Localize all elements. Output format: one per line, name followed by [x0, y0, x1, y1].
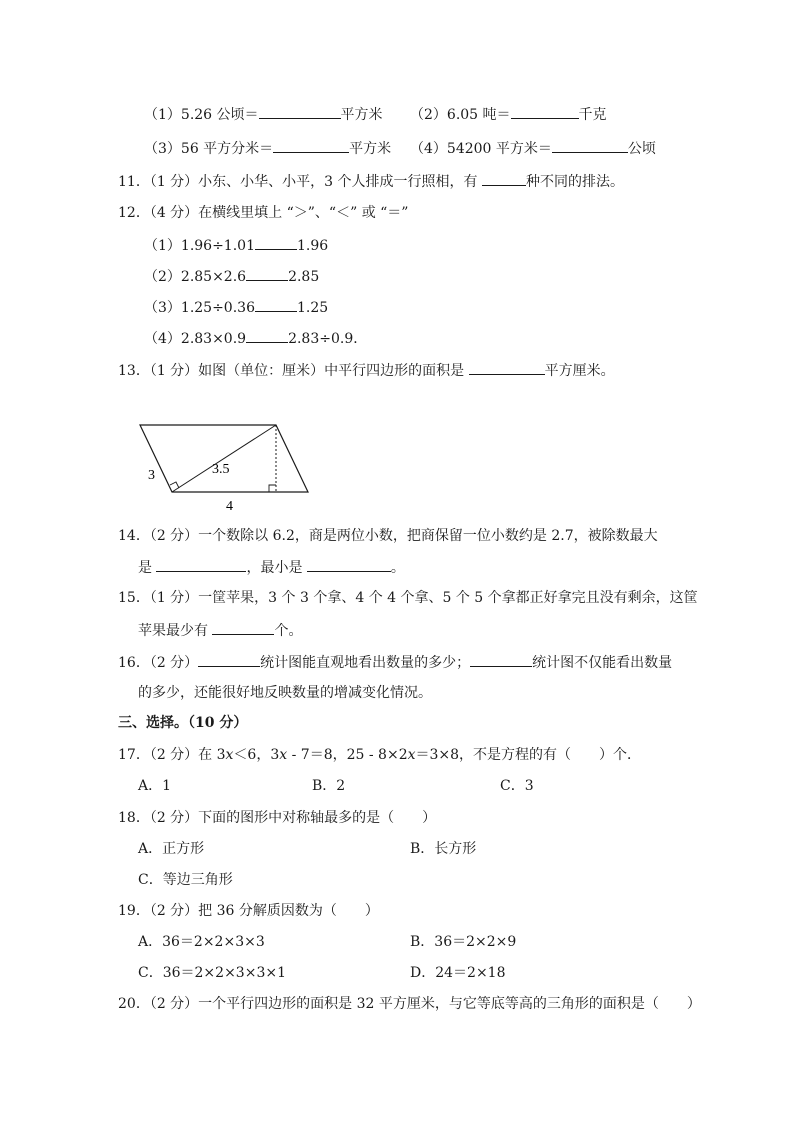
q10-part1-text: （1）5.26 公顷＝ [144, 107, 259, 123]
q12-item-2-left: （2）2.85×2.6 [144, 269, 247, 285]
q14-line-1: 14．（2 分）一个数除以 6.2，商是两位小数，把商保留一位小数约是 2.7，被除数最大 [118, 528, 658, 544]
q16-blank-1[interactable] [198, 652, 260, 667]
q12-item-4 [144, 328, 367, 348]
q19-option-b[interactable]: B．36＝2×2×9 [410, 934, 517, 950]
q17-s2: ＜6，3 [233, 747, 280, 763]
q14-text-c: 。 [390, 560, 405, 576]
q17-option-c[interactable]: C．3 [500, 778, 534, 794]
q16-blank-2[interactable] [470, 652, 532, 667]
q10-part4-unit: 公顷 [627, 141, 656, 157]
q15-line-2 [138, 620, 302, 640]
q17-option-a[interactable]: A．1 [138, 778, 172, 794]
right-angle-mark-base [269, 485, 276, 492]
q12-item-1-left: （1）1.96÷1.01 [144, 238, 255, 254]
q15-blank[interactable] [212, 620, 274, 635]
q10-part2-text: （2）6.05 吨＝ [410, 107, 511, 123]
q19-option-c[interactable]: C．36＝2×2×3×3×1 [138, 965, 286, 981]
q16-line-1 [118, 652, 672, 672]
q10-part1-unit: 平方米 [340, 107, 383, 123]
q17-var-2: x [279, 747, 288, 763]
q17-stem [118, 745, 641, 765]
q10-part2-unit: 千克 [578, 107, 607, 123]
q16-text-a: 16．（2 分） [118, 655, 199, 671]
q14-line-2 [138, 557, 405, 577]
q12-item-2 [144, 266, 319, 286]
q15-text-b: 个。 [274, 623, 303, 639]
q19-option-a[interactable]: A．36＝2×2×3×3 [138, 934, 265, 950]
q12-item-1 [144, 235, 328, 255]
q12-item-1-blank[interactable] [255, 235, 297, 250]
q12-item-3-blank[interactable] [255, 297, 297, 312]
q10-part3-text: （3）56 平方分米＝ [144, 141, 274, 157]
q10-row-2 [144, 138, 391, 158]
q12-item-4-right: 2.83÷0.9． [288, 331, 368, 347]
q12-item-2-blank[interactable] [246, 266, 288, 281]
q18-option-c[interactable]: C．等边三角形 [138, 872, 233, 888]
q13-text: 13．（1 分）如图（单位：厘米）中平行四边形的面积是 [118, 363, 469, 379]
section-3-title: 三、选择。（10 分） [118, 715, 248, 731]
q11-text-end: 种不同的排法。 [525, 174, 624, 190]
q10-part3-unit: 平方米 [349, 141, 392, 157]
q10-part2-blank[interactable] [511, 104, 579, 119]
parallelogram-figure [130, 415, 320, 515]
q12-stem: 12．（4 分）在横线里填上 “＞”、“＜” 或 “＝” [118, 205, 409, 221]
q17-s3: - 7＝8，25 - 8×2 [287, 747, 408, 763]
q13-text-end: 平方厘米。 [544, 363, 615, 379]
q12-item-3 [144, 297, 328, 317]
q10-part3-blank[interactable] [273, 138, 349, 153]
q10-row-1b [410, 104, 607, 124]
q14-blank-min[interactable] [307, 557, 391, 572]
q10-part1-blank[interactable] [259, 104, 341, 119]
q19-option-d[interactable]: D．24＝2×18 [410, 965, 506, 981]
q16-text-c: 统计图不仅能看出数量 [532, 655, 673, 671]
q16-line-2: 的多少，还能很好地反映数量的增减变化情况。 [138, 685, 432, 701]
q17-var-1: x [225, 747, 234, 763]
q14-blank-max[interactable] [156, 557, 246, 572]
q10-row-2b [410, 138, 656, 158]
q12-item-3-right: 1.25 [296, 300, 329, 316]
q12-item-1-right: 1.96 [296, 238, 329, 254]
q16-text-b: 统计图能直观地看出数量的多少； [260, 655, 471, 671]
diagonal-height-line [172, 425, 276, 492]
q18-option-a[interactable]: A．正方形 [138, 841, 205, 857]
label-diagonal: 3.5 [212, 462, 230, 477]
q15-text-a: 苹果最少有 [138, 623, 213, 639]
q11-text: 11．（1 分）小东、小华、小平，3 个人排成一行照相，有 [118, 174, 482, 190]
q18-option-b[interactable]: B．长方形 [410, 841, 477, 857]
q10-row-1 [144, 104, 383, 124]
q13 [118, 360, 615, 380]
q12-item-4-left: （4）2.83×0.9 [144, 331, 247, 347]
label-base: 4 [226, 499, 233, 514]
q10-part4-text: （4）54200 平方米＝ [410, 141, 552, 157]
q15-line-1: 15．（1 分）一筐苹果，3 个 3 个拿、4 个 4 个拿、5 个 5 个拿都正好拿完且没有剩余，这筐 [118, 590, 698, 606]
q11 [118, 171, 624, 191]
q10-part4-blank[interactable] [552, 138, 628, 153]
label-side: 3 [148, 468, 155, 483]
q14-text-a: 是 [138, 560, 157, 576]
q18-stem: 18．（2 分）下面的图形中对称轴最多的是（ ） [118, 810, 437, 826]
q13-blank[interactable] [469, 360, 545, 375]
q20-stem: 20．（2 分）一个平行四边形的面积是 32 平方厘米，与它等底等高的三角形的面积是（ ） [118, 996, 701, 1012]
q12-item-3-left: （3）1.25÷0.36 [144, 300, 255, 316]
right-angle-mark-side [170, 482, 179, 488]
q19-stem: 19．（2 分）把 36 分解质因数为（ ） [118, 903, 379, 919]
q17-var-3: x [407, 747, 416, 763]
q11-blank[interactable] [482, 171, 526, 186]
q17-s1: 17．（2 分）在 3 [118, 747, 226, 763]
q14-text-b: ，最小是 [246, 560, 307, 576]
q17-option-b[interactable]: B．2 [312, 778, 346, 794]
q17-s4: ＝3×8，不是方程的有（ ）个． [415, 747, 642, 763]
q12-item-2-right: 2.85 [288, 269, 320, 285]
q12-item-4-blank[interactable] [246, 328, 288, 343]
